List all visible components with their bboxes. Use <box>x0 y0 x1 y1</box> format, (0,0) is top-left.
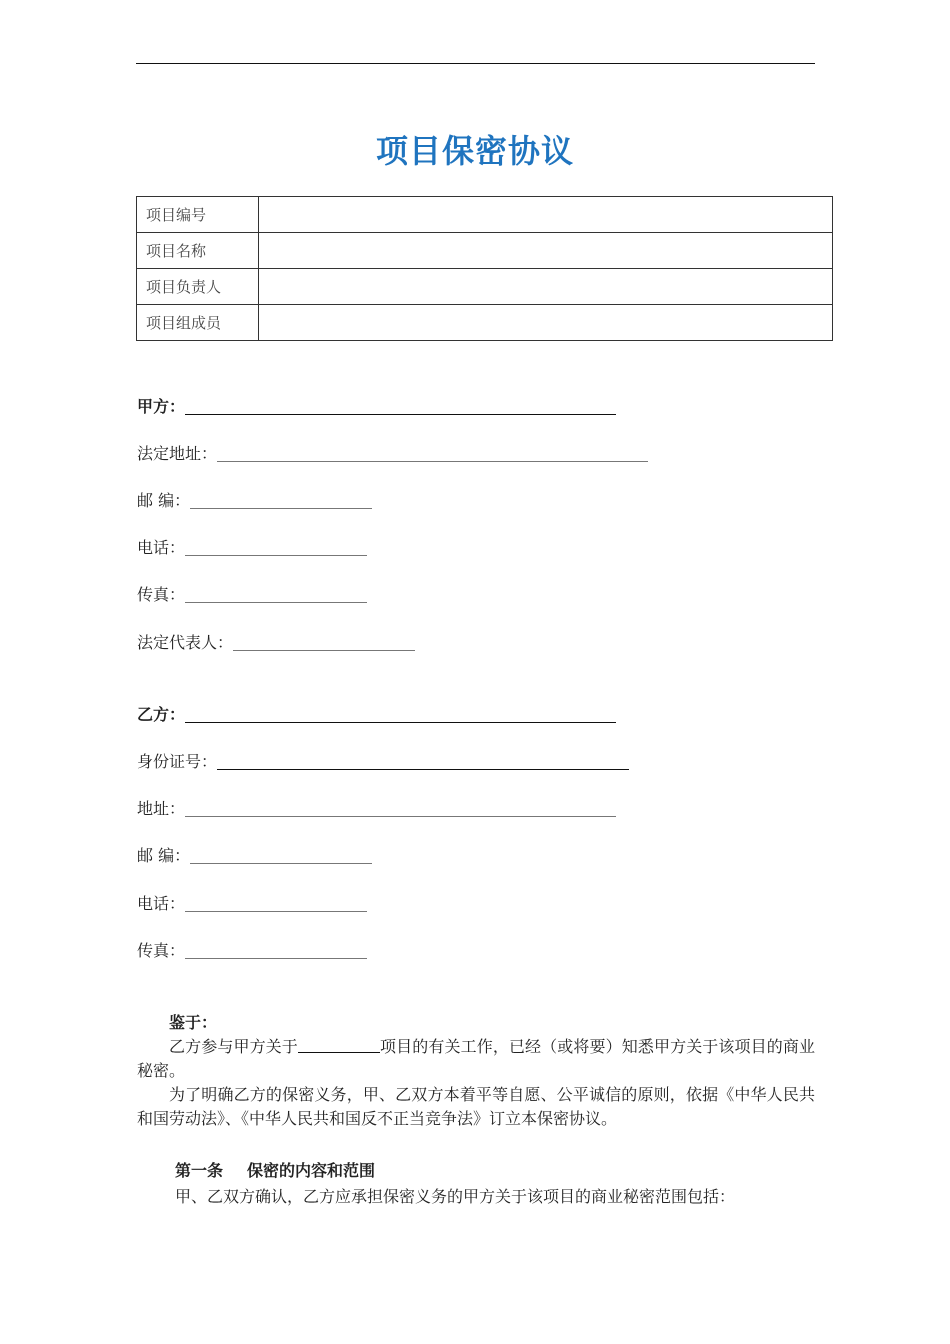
party-a-legal-rep-field <box>137 632 415 654</box>
article-1-number: 第一条 <box>175 1161 224 1180</box>
table-row <box>137 197 833 233</box>
project-name-blank[interactable] <box>298 1035 380 1053</box>
project-members-label: 项目组成员 <box>137 305 259 341</box>
table-row <box>137 269 833 305</box>
party-b-postcode-label: 邮 编： <box>137 846 191 865</box>
party-a-blank[interactable] <box>185 396 616 415</box>
paragraph-3: 甲、乙双方确认，乙方应承担保密义务的甲方关于该项目的商业秘密范围包括： <box>175 1187 736 1206</box>
party-a-address-field <box>137 443 648 465</box>
party-a-address-blank[interactable] <box>217 443 648 462</box>
project-members-value[interactable] <box>259 305 833 341</box>
party-a-postcode-field <box>137 490 372 512</box>
party-a-phone-label: 电话： <box>137 538 186 557</box>
party-a-fax-field <box>137 584 367 606</box>
party-b-id-blank[interactable] <box>217 751 629 770</box>
party-a-phone-blank[interactable] <box>185 537 367 556</box>
project-number-label: 项目编号 <box>137 197 259 233</box>
party-b-blank[interactable] <box>185 704 616 723</box>
paragraph-1 <box>137 1035 815 1083</box>
project-name-label: 项目名称 <box>137 233 259 269</box>
party-b-phone-field <box>137 893 367 915</box>
whereas-heading: 鉴于： <box>169 1013 218 1032</box>
party-b-id-field <box>137 751 629 773</box>
document-title: 项目保密协议 <box>375 132 574 170</box>
article-1-title: 保密的内容和范围 <box>247 1161 376 1180</box>
paragraph-1-end: 项目的有关工作，已经（或将要）知悉甲方关于该项目的商业秘密。 <box>137 1037 815 1080</box>
table-row <box>137 305 833 341</box>
party-a-postcode-label: 邮 编： <box>137 491 191 510</box>
party-b-label: 乙方： <box>137 705 186 724</box>
party-b-fax-field <box>137 940 367 962</box>
party-a-legal-rep-blank[interactable] <box>233 632 415 651</box>
party-b-phone-label: 电话： <box>137 894 186 913</box>
party-a-fax-label: 传真： <box>137 585 186 604</box>
project-leader-label: 项目负责人 <box>137 269 259 305</box>
project-number-value[interactable] <box>259 197 833 233</box>
table-row <box>137 233 833 269</box>
paragraph-1-start: 乙方参与甲方关于 <box>169 1037 298 1056</box>
party-a-fax-blank[interactable] <box>185 584 367 603</box>
article-1-heading <box>175 1159 815 1183</box>
party-a-field <box>137 396 616 418</box>
party-a-postcode-blank[interactable] <box>190 490 372 509</box>
party-a-address-label: 法定地址： <box>137 444 218 463</box>
party-b-field <box>137 704 616 726</box>
party-b-address-label: 地址： <box>137 799 186 818</box>
paragraph-2: 为了明确乙方的保密义务，甲、乙双方本着平等自愿、公平诚信的原则，依据《中华人民共和国劳动法》、《中华人民共和国反不正当竞争法》订立本保密协议。 <box>137 1085 815 1128</box>
party-b-postcode-field <box>137 845 372 867</box>
project-name-value[interactable] <box>259 233 833 269</box>
header-rule <box>136 63 815 64</box>
party-b-fax-label: 传真： <box>137 941 186 960</box>
party-b-phone-blank[interactable] <box>185 893 367 912</box>
party-a-label: 甲方： <box>137 397 186 416</box>
party-b-fax-blank[interactable] <box>185 940 367 959</box>
party-b-address-blank[interactable] <box>185 798 616 817</box>
party-b-postcode-blank[interactable] <box>190 845 372 864</box>
party-b-address-field <box>137 798 616 820</box>
project-info-table <box>136 196 833 341</box>
party-a-phone-field <box>137 537 367 559</box>
project-leader-value[interactable] <box>259 269 833 305</box>
party-b-id-label: 身份证号： <box>137 752 218 771</box>
party-a-legal-rep-label: 法定代表人： <box>137 633 234 652</box>
